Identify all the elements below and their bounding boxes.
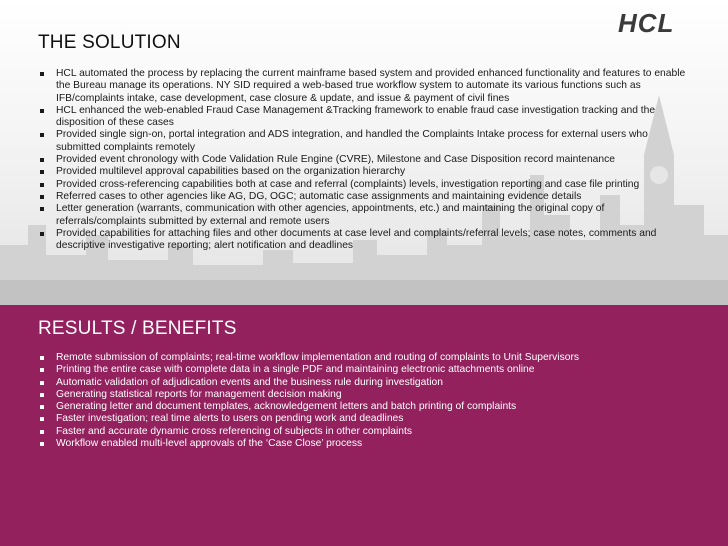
solution-list	[38, 68, 693, 252]
list-item: Letter generation (warrants, communication with other agencies, appointments, etc.) and maintaining the original copy of referrals/complaints submitted by external and remote users	[38, 203, 693, 228]
list-item: Referred cases to other agencies like AG, DG, OGC; automatic case assignments and maintaining evidence details	[38, 191, 693, 203]
list-item: Remote submission of complaints; real-time workflow implementation and routing of complaints to Unit Supervisors	[38, 352, 693, 364]
list-item: Generating letter and document templates, acknowledgement letters and batch printing of complaints	[38, 401, 693, 413]
hcl-logo	[618, 10, 708, 36]
list-item: Faster and accurate dynamic cross referencing of subjects in other complaints	[38, 426, 693, 438]
list-item: HCL automated the process by replacing the current mainframe based system and provided enhanced functionality and features to enable the Bureau manage its operations. NY SID required a web-based true workflow system to automate its various functions such as IFB/complaints intake, case development, case closure & update, and issue & payment of civil fines	[38, 68, 693, 105]
results-title: RESULTS / BENEFITS	[38, 318, 237, 339]
list-item: Provided capabilities for attaching files and other documents at case level and complaints/referral levels; case notes, comments and descriptive investigative reporting; alert notification and deadlines	[38, 228, 693, 253]
list-item: Automatic validation of adjudication events and the business rule during investigation	[38, 377, 693, 389]
list-item: Provided event chronology with Code Validation Rule Engine (CVRE), Milestone and Case Disposition record maintenance	[38, 154, 693, 166]
list-item: Workflow enabled multi-level approvals of the ‘Case Close’ process	[38, 438, 693, 450]
solution-title: THE SOLUTION	[38, 32, 181, 53]
list-item: Provided multilevel approval capabilities based on the organization hierarchy	[38, 166, 693, 178]
list-item: Provided cross-referencing capabilities both at case and referral (complaints) levels, investigation reporting and case file printing	[38, 179, 693, 191]
list-item: Generating statistical reports for management decision making	[38, 389, 693, 401]
list-item: Faster investigation; real time alerts to users on pending work and deadlines	[38, 413, 693, 425]
list-item: HCL enhanced the web-enabled Fraud Case Management &Tracking framework to enable fraud case investigation tracking and the disposition of these cases	[38, 105, 693, 130]
list-item: Provided single sign-on, portal integration and ADS integration, and handled the Complaints Intake process for external users who submitted complaints remotely	[38, 129, 693, 154]
svg-text:HCL: HCL	[618, 10, 675, 36]
results-list	[38, 352, 693, 450]
list-item: Printing the entire case with complete data in a single PDF and maintaining electronic attachments online	[38, 364, 693, 376]
